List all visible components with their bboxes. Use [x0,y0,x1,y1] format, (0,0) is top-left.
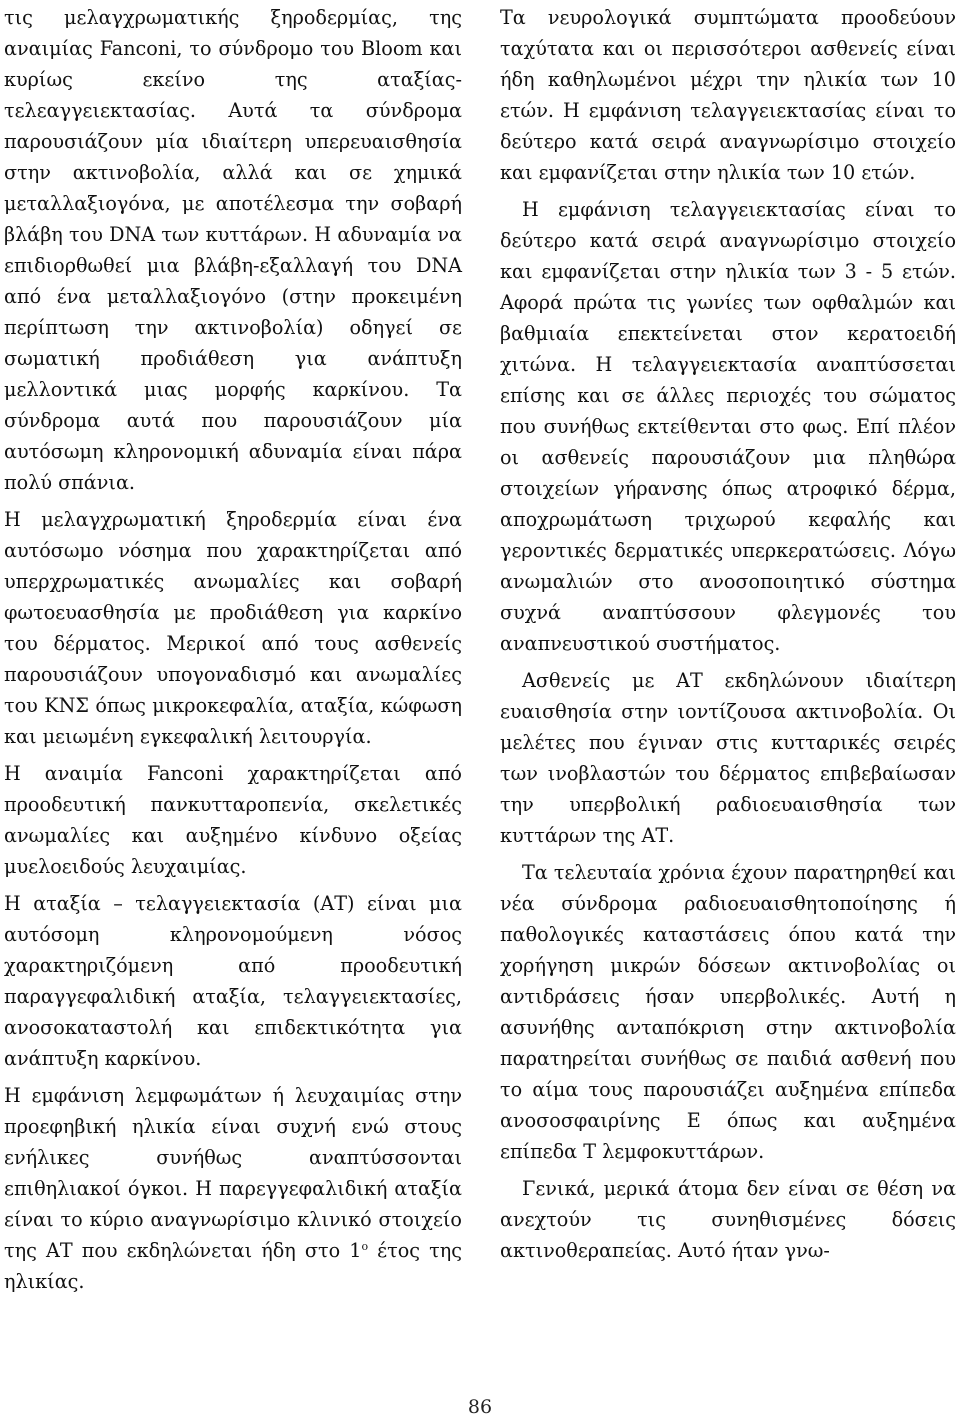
paragraph-general: Γενικά, μερικά άτομα δεν είναι σε θέση να ανεχτούν τις συνηθισμένες δόσεις ακτινοθεραπείας. Αυτό ήταν γνω- [500,1177,956,1262]
paragraph-syndromes-intro: τις μελαγχρωματικής ξηροδερμίας, της αναιμίας Fanconi, το σύνδρομο του Bloom και κυρίως εκείνο της αταξίας-τελεαγγειεκτασίας. Αυτά τα σύνδρομα παρουσιάζουν μία ιδιαίτερη υπερευαισθησία στην ακτινοβολία, αλλά και σε χημικά μεταλλαξιογόνα, με αποτέλεσμα την σοβαρή βλάβη του DNA των κυττάρων. Η αδυναμία να επιδιορθωθεί μια βλάβη-εξαλλαγή του DNA από ένα μεταλλαξιογόνο (στην προκειμένη περίπτωση την ακτινοβολία) οδηγεί σε σωματική προδιάθεση για ανάπτυξη μελλοντικά μιας μορφής καρκίνου. Τα σύνδρομα αυτά που παρουσιάζουν μία αυτόσωμη κληρονομική αδυναμία είναι πάρα πολύ σπάνια. [4,6,462,494]
right-column [500,2,956,1272]
paragraph-xeroderma: Η μελαγχρωματική ξηροδερμία είναι ένα αυτόσωμο νόσημα που χαρακτηρίζεται από υπερχρωματικές ανωμαλίες και σοβαρή φωτοευασθησία με προδιάθεση για καρκίνο του δέρματος. Μερικοί από τους ασθενείς παρουσιάζουν υπογοναδισμό και ανωμαλίες του ΚΝΣ όπως μικροκεφαλία, αταξία, κώφωση και μειωμένη εγκεφαλική λειτουργία. [4,508,462,748]
left-column [4,2,462,1303]
page-number: 86 [467,1396,493,1418]
paragraph-lymphoma-text: Η εμφάνιση λεμφωμάτων ή λευχαιμίας στην προεφηβική ηλικία είναι συχνή ενώ στους ενήλικες συνήθως αναπτύσσονται επιθηλιακοί όγκοι. Η παρεγγεφαλιδική αταξία είναι το κύριο αναγνωρίσιμο κλινικό στοιχείο της ΑΤ που εκδηλώνεται ήδη στο 1 [4,1084,462,1262]
paragraph-new-syndromes: Τα τελευταία χρόνια έχουν παρατηρηθεί και νέα σύνδρομα ραδιοευαισθητοποίησης ή παθολογικές καταστάσεις όπου κατά την χορήγηση μικρών δόσεων ακτινοβολίας οι αντιδράσεις ήσαν υπερβολικές. Αυτή η ασυνήθης ανταπόκριση στην ακτινοβολία παρατηρείται συνήθως σε παιδιά ασθενή που το αίμα τους παρουσιάζει αυξημένα επίπεδα ανοσοσφαιρίνης Ε όπως και αυξημένα επίπεδα Τ λεμφοκυττάρων. [500,861,956,1163]
paragraph-lymphoma [4,1080,462,1297]
paragraph-neurological: Τα νευρολογικά συμπτώματα προοδεύουν ταχύτατα και οι περισσότεροι ασθενείς είναι ήδη καθηλωμένοι μέχρι την ηλικία των 10 ετών. Η εμφάνιση τελαγγειεκτασίας είναι το δεύτερο κατά σειρά αναγνωρίσιμο στοιχείο και εμφανίζεται στην ηλικία των 10 ετών. [500,6,956,184]
paragraph-ataxia: Η αταξία – τελαγγειεκτασία (ΑΤ) είναι μια αυτόσομη κληρονομούμενη νόσος χαρακτηριζόμενη από προοδευτική παραγγεφαλιδική αταξία, τελαγγειεκτασίες, ανοσοκαταστολή και επιδεκτικότητα για ανάπτυξη καρκίνου. [4,892,462,1070]
paragraph-lymphoma-end: έτος της ηλικίας. [4,1239,462,1293]
paragraph-radiosensitivity: Ασθενείς με ΑΤ εκδηλώνουν ιδιαίτερη ευαισθησία στην ιοντίζουσα ακτινοβολία. Οι μελέτες που έγιναν στις κυτταρικές σειρές των ινοβλαστών του δέρματος επιβεβαίωσαν την υπερβολική ραδιοευαισθησία των κυττάρων της ΑΤ. [500,669,956,847]
ordinal-superscript: ο [361,1240,369,1253]
paragraph-fanconi: Η αναιμία Fanconi χαρακτηρίζεται από προοδευτική πανκυτταροπενία, σκελετικές ανωμαλίες και αυξημένο κίνδυνο οξείας μυελοειδούς λευχαιμίας. [4,762,462,878]
paragraph-telangiectasia: Η εμφάνιση τελαγγειεκτασίας είναι το δεύτερο κατά σειρά αναγνωρίσιμο στοιχείο και εμφανίζεται στην ηλικία των 3 - 5 ετών. Αφορά πρώτα τις γωνίες των οφθαλμών και βαθμιαία επεκτείνεται στον κερατοειδή χιτώνα. Η τελαγγειεκτασία αναπτύσσεται επίσης και σε άλλες περιοχές του σώματος που συνήθως εκτείθενται στο φως. Επί πλέον οι ασθενείς παρουσιάζουν μια πληθώρα στοιχείων γήρανσης όπως ατροφικό δέρμα, αποχρωμάτωση τριχωρού κεφαλής και γεροντικές δερματικές υπερκερατώσεις. Λόγω ανωμαλιών στο ανοσοποιητικό σύστημα συχνά αναπτύσσουν φλεγμονές του αναπνευστικού συστήματος. [500,198,956,655]
